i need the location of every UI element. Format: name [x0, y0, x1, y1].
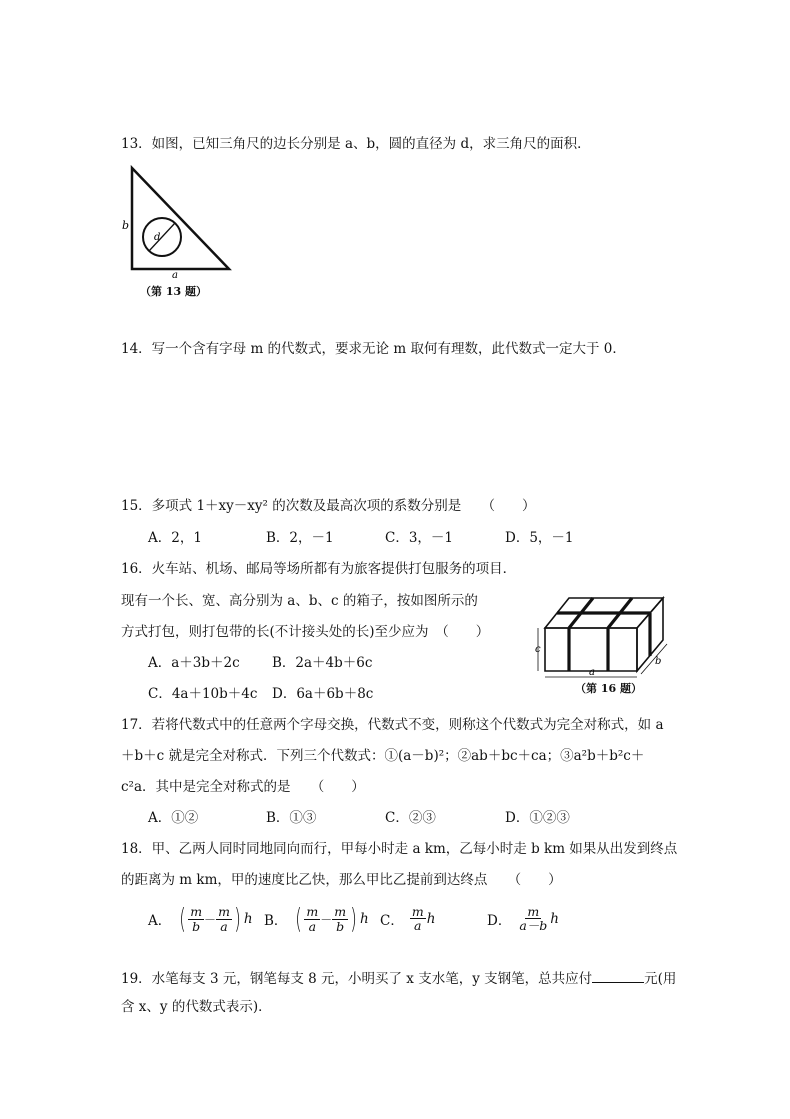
- q17-choice-a: A．①②: [148, 810, 199, 826]
- q19-text-post: 元(用: [644, 971, 677, 987]
- packing-straps: [557, 598, 650, 671]
- q18-choice-b: B． ( $\frac{m}{a}$ － $\frac{m}{b}$ ) h: [264, 902, 369, 935]
- q16-choice-b: B．2a＋4b＋6c: [272, 655, 373, 671]
- q17-line2: ＋b＋c 就是完全对称式．下列三个代数式：①(a－b)²；②ab＋bc＋ca；③a²b＋b²c＋: [121, 748, 645, 764]
- q16-choice-a: A．a＋3b＋2c: [148, 655, 240, 671]
- q17-choice-c: C．②③: [385, 810, 436, 826]
- q15-choice-a: A．2，1: [148, 530, 202, 546]
- q13-caption: （第 13 题）: [140, 285, 207, 298]
- q17-choice-d: D．①②③: [505, 810, 570, 826]
- q18-choice-c: C． $\frac{m}{a}$ h: [380, 904, 436, 934]
- label-b: b: [122, 219, 130, 232]
- q16-choice-d: D．6a＋6b＋8c: [272, 686, 374, 702]
- q19-line1: [121, 970, 676, 987]
- q15-choice-c: C．3，－1: [385, 530, 454, 546]
- label-d: d: [154, 232, 161, 243]
- q16-line1: 16．火车站、机场、邮局等场所都有为旅客提供打包服务的项目．: [121, 561, 517, 577]
- q15-choice-d: D．5，－1: [505, 530, 574, 546]
- q18-line2: 的距离为 m km，甲的速度比乙快，那么甲比乙提前到达终点 （ ）: [121, 872, 562, 888]
- label-a: a: [589, 667, 595, 678]
- q17-line1: 17．若将代数式中的任意两个字母交换，代数式不变，则称这个代数式为完全对称式，如 a: [121, 717, 664, 733]
- q17-choice-b: B．①③: [266, 810, 317, 826]
- q16-line3: 方式打包，则打包带的长(不计接头处的长)至少应为 （ ）: [121, 624, 490, 640]
- q16-box-figure: [535, 592, 675, 682]
- q16-line2: 现有一个长、宽、高分别为 a、b、c 的箱子，按如图所示的: [121, 593, 478, 609]
- label-a: a: [172, 270, 178, 280]
- label-c: c: [535, 644, 541, 655]
- q18-line1: 18．甲、乙两人同时同地同向而行，甲每小时走 a km，乙每小时走 b km 如果从出发到终点: [121, 841, 678, 857]
- box-front: [545, 628, 637, 671]
- q13-figure: [118, 165, 238, 280]
- q19-line2: 含 x、y 的代数式表示)．: [121, 999, 272, 1015]
- diameter-line: [149, 223, 175, 251]
- q18-choice-a: A． ( $\frac{m}{b}$ － $\frac{m}{a}$ ) h: [148, 902, 253, 935]
- q15-choice-b: B．2，－1: [266, 530, 334, 546]
- triangle-ruler: [132, 168, 229, 269]
- q19-text-pre: 19．水笔每支 3 元，钢笔每支 8 元，小明买了 x 支水笔，y 支钢笔，总共应付: [121, 971, 593, 987]
- q17-line3: c²a．其中是完全对称式的是 （ ）: [121, 779, 365, 795]
- q13-text: 13．如图，已知三角尺的边长分别是 a、b，圆的直径为 d，求三角尺的面积．: [121, 136, 591, 152]
- q15-text: 15．多项式 1＋xy－xy² 的次数及最高次项的系数分别是 （ ）: [121, 498, 536, 514]
- label-b: b: [655, 656, 662, 667]
- q16-caption: （第 16 题）: [575, 682, 642, 695]
- q14-text: 14．写一个含有字母 m 的代数式，要求无论 m 取何有理数，此代数式一定大于 0．: [121, 341, 626, 357]
- q16-choice-c: C．4a＋10b＋4c: [148, 686, 258, 702]
- answer-blank[interactable]: [592, 970, 644, 983]
- q18-choice-d: D． $\frac{m}{a-b}$ h: [487, 904, 559, 934]
